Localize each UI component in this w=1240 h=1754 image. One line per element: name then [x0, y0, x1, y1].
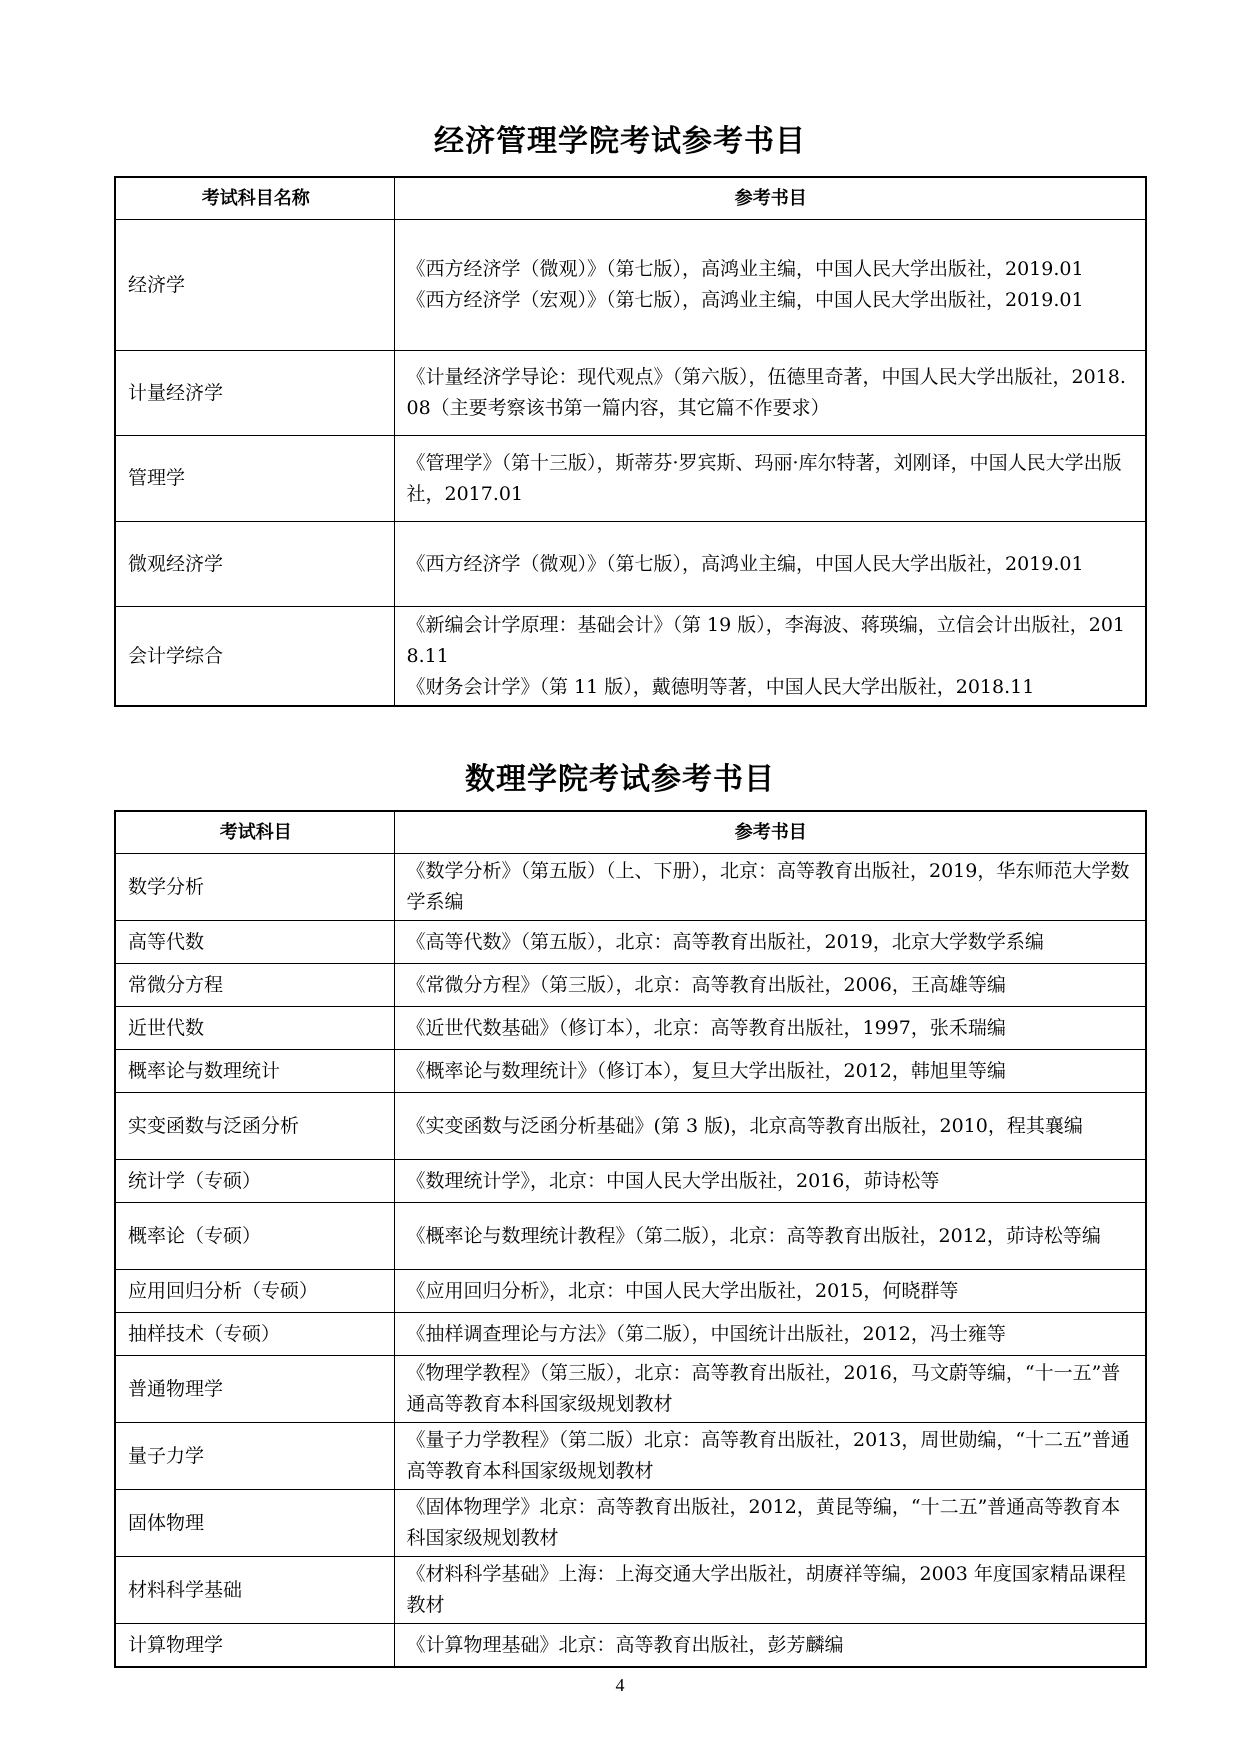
table-row — [115, 854, 1146, 921]
subject-cell: 高等代数 — [115, 921, 394, 964]
table-row — [115, 220, 1146, 351]
table-row — [115, 1160, 1146, 1203]
table-row — [115, 964, 1146, 1007]
subject-cell: 微观经济学 — [115, 522, 394, 607]
books-cell: 《近世代数基础》（修订本），北京：高等教育出版社，1997，张禾瑞编 — [394, 1007, 1146, 1050]
subject-cell: 概率论与数理统计 — [115, 1050, 394, 1093]
books-cell: 《物理学教程》（第三版），北京：高等教育出版社，2016，马文蔚等编，“十一五”普通高等教育本科国家级规划教材 — [394, 1356, 1146, 1423]
section-title-math-physics: 数理学院考试参考书目 — [465, 762, 775, 797]
subject-cell: 抽样技术（专硕） — [115, 1313, 394, 1356]
table-row — [115, 351, 1146, 436]
books-cell: 《材料科学基础》上海：上海交通大学出版社，胡赓祥等编，2003 年度国家精品课程教材 — [394, 1557, 1146, 1624]
books-cell: 《概率论与数理统计教程》（第二版），北京：高等教育出版社，2012，茆诗松等编 — [394, 1203, 1146, 1270]
table-header-row — [115, 811, 1146, 854]
books-cell: 《高等代数》（第五版），北京：高等教育出版社，2019，北京大学数学系编 — [394, 921, 1146, 964]
book-entry: 《财务会计学》（第 11 版），戴德明等著，中国人民大学出版社，2018.11 — [406, 675, 1035, 698]
subject-cell: 普通物理学 — [115, 1356, 394, 1423]
column-header-books: 参考书目 — [394, 811, 1146, 854]
table-row — [115, 1356, 1146, 1423]
table-row — [115, 921, 1146, 964]
table-row — [115, 436, 1146, 522]
subject-cell: 会计学综合 — [115, 607, 394, 707]
subject-cell: 固体物理 — [115, 1490, 394, 1557]
books-cell: 《计算物理基础》北京：高等教育出版社，彭芳麟编 — [394, 1624, 1146, 1668]
reference-table-math-physics — [114, 810, 1147, 1668]
column-header-books: 参考书目 — [394, 177, 1146, 220]
table-row — [115, 522, 1146, 607]
books-cell — [394, 522, 1146, 607]
table-row — [115, 1423, 1146, 1490]
book-entry: 《新编会计学原理：基础会计》（第 19 版），李海波、蒋瑛编，立信会计出版社，2018.11 — [406, 613, 1126, 667]
book-entry: 《西方经济学（宏观）》（第七版），高鸿业主编，中国人民大学出版社，2019.01 — [406, 289, 1084, 311]
table-row — [115, 1007, 1146, 1050]
table-row — [115, 1093, 1146, 1160]
books-cell — [394, 351, 1146, 436]
subject-cell: 概率论（专硕） — [115, 1203, 394, 1270]
table-row — [115, 1270, 1146, 1313]
column-header-subject: 考试科目名称 — [115, 177, 394, 220]
book-entry: 《西方经济学（微观）》（第七版），高鸿业主编，中国人民大学出版社，2019.01 — [406, 552, 1084, 575]
subject-cell: 计量经济学 — [115, 351, 394, 436]
page-number: 4 — [615, 1675, 625, 1695]
subject-cell: 近世代数 — [115, 1007, 394, 1050]
subject-cell: 常微分方程 — [115, 964, 394, 1007]
books-cell — [394, 436, 1146, 522]
books-cell: 《固体物理学》北京：高等教育出版社，2012，黄昆等编，“十二五”普通高等教育本科国家级规划教材 — [394, 1490, 1146, 1557]
table-header-row — [115, 177, 1146, 220]
table-row — [115, 1313, 1146, 1356]
books-cell — [394, 607, 1146, 707]
book-entry: 《管理学》（第十三版），斯蒂芬·罗宾斯、玛丽·库尔特著，刘刚译，中国人民大学出版社，2017.01 — [406, 451, 1122, 505]
subject-cell: 经济学 — [115, 220, 394, 351]
subject-cell: 材料科学基础 — [115, 1557, 394, 1624]
subject-cell: 量子力学 — [115, 1423, 394, 1490]
book-entry: 《西方经济学（微观）》（第七版），高鸿业主编，中国人民大学出版社，2019.01 — [406, 258, 1084, 280]
books-cell: 《数理统计学》，北京：中国人民大学出版社，2016，茆诗松等 — [394, 1160, 1146, 1203]
table-row — [115, 1624, 1146, 1668]
subject-cell: 管理学 — [115, 436, 394, 522]
subject-cell: 数学分析 — [115, 854, 394, 921]
table-row — [115, 607, 1146, 707]
book-entry: 《计量经济学导论：现代观点》（第六版），伍德里奇著，中国人民大学出版社，2018.08（主要考察该书第一篇内容，其它篇不作要求） — [406, 366, 1126, 419]
books-cell: 《数学分析》（第五版）（上、下册），北京：高等教育出版社，2019，华东师范大学数学系编 — [394, 854, 1146, 921]
table-row — [115, 1203, 1146, 1270]
table-row — [115, 1490, 1146, 1557]
table-row — [115, 1557, 1146, 1624]
reference-table-economics-management — [114, 176, 1147, 707]
subject-cell: 统计学（专硕） — [115, 1160, 394, 1203]
books-cell: 《常微分方程》（第三版），北京：高等教育出版社，2006，王高雄等编 — [394, 964, 1146, 1007]
books-cell: 《应用回归分析》，北京：中国人民大学出版社，2015，何晓群等 — [394, 1270, 1146, 1313]
section-title-economics-management: 经济管理学院考试参考书目 — [434, 124, 806, 159]
books-cell: 《抽样调查理论与方法》（第二版），中国统计出版社，2012，冯士雍等 — [394, 1313, 1146, 1356]
column-header-subject: 考试科目 — [115, 811, 394, 854]
table-row — [115, 1050, 1146, 1093]
books-cell: 《实变函数与泛函分析基础》(第 3 版)，北京高等教育出版社，2010，程其襄编 — [394, 1093, 1146, 1160]
books-cell: 《概率论与数理统计》（修订本），复旦大学出版社，2012，韩旭里等编 — [394, 1050, 1146, 1093]
subject-cell: 实变函数与泛函分析 — [115, 1093, 394, 1160]
subject-cell: 应用回归分析（专硕） — [115, 1270, 394, 1313]
books-cell — [394, 220, 1146, 351]
subject-cell: 计算物理学 — [115, 1624, 394, 1668]
books-cell: 《量子力学教程》（第二版）北京：高等教育出版社，2013，周世勋编，“十二五”普通高等教育本科国家级规划教材 — [394, 1423, 1146, 1490]
